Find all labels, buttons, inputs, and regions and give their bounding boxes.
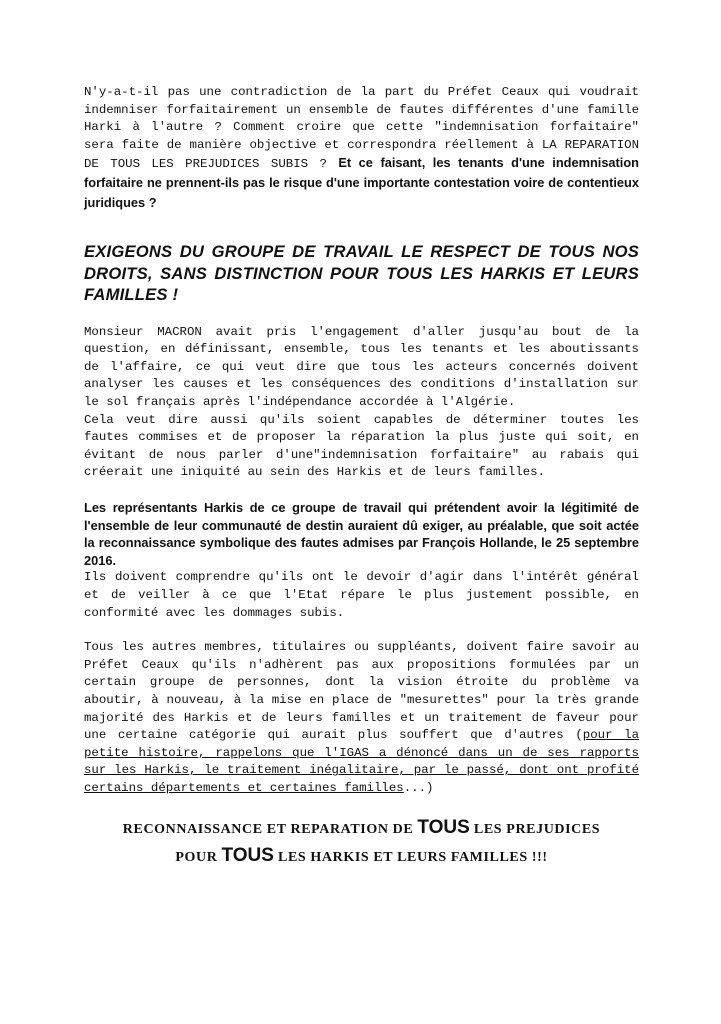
representants-bold-text: Les représentants Harkis de ce groupe de travail qui prétendent avoir la légitimité de l'ensemble de leur communauté de destin auraient dû exiger, au préalable, que soit actée la reconnaissance symbolique des fautes admises par François Hollande, le 25 septembre 2016. xyxy=(84,500,639,568)
closing-line-1: RECONNAISSANCE ET REPARATION DE TOUS LES PREJUDICES xyxy=(122,816,601,838)
document-page xyxy=(84,84,639,871)
paragraph-macron xyxy=(84,324,639,482)
paragraph-membres xyxy=(84,639,639,797)
paren-open: ( xyxy=(575,728,583,743)
closing-line-2: POUR TOUS LES HARKIS ET LEURS FAMILLES !!! xyxy=(175,844,548,866)
representants-text: Ils doivent comprendre qu'ils ont le devoir d'agir dans l'intérêt général et de veiller à ce que l'Etat répare le plus justement possible, en conformité avec les dommages subis. xyxy=(84,570,639,620)
macron-text: Monsieur MACRON avait pris l'engagement d'aller jusqu'au bout de la question, en définissant, ensemble, tous les tenants et les aboutissants de l'affaire, ce qui veut dire que tous les acteurs concernés doivent analyser les causes et les conséquences des conditions d'installation sur le sol français après l'indépendance accordée à l'Algérie. xyxy=(84,324,639,410)
section-heading: EXIGEONS DU GROUPE DE TRAVAIL LE RESPECT DE TOUS NOS DROITS, SANS DISTINCTION POUR TOUS LES HARKIS ET LEURS FAMILLES ! xyxy=(84,242,639,305)
closing-slogan xyxy=(84,815,639,871)
macron-text-2: Cela veut dire aussi qu'ils soient capables de déterminer toutes les fautes commises et de proposer la réparation la plus juste qui soit, en évitant de nous parler d'une"indemnisation forfaitaire" au rabais qui créerait une iniquité au sein des Harkis et de leurs familles. xyxy=(84,412,639,480)
membres-text: Tous les autres membres, titulaires ou suppléants, doivent faire savoir au Préfet Ceaux qu'ils n'adhèrent pas aux propositions formulées par un certain groupe de personnes, dont la vision étroite du problème va aboutir, à nouveau, à la mise en place de "mesurettes" pour la très grande majorité des Harkis et de leurs familles et un traitement de faveur pour une certaine catégorie qui aurait plus souffert que d'autres xyxy=(84,640,639,743)
paren-close: ...) xyxy=(403,780,434,795)
paragraph-question xyxy=(84,84,639,213)
paragraph-representants xyxy=(84,499,639,622)
igas-note: pour la petite histoire, rappelons que l'IGAS a dénoncé dans un de ses rapports sur les Harkis, le traitement inégalitaire, par le passé, dont ont profité certains départements et certaines familles xyxy=(84,728,640,795)
question-text: N'y-a-t-il pas une contradiction de la part du Préfet Ceaux qui voudrait indemniser forfaitairement un ensemble de fautes différentes d'une famille Harki à l'autre ? Comment croire que cette "indemnisation forfaitaire" sera faite de manière objective et correspondra réellement à LA REPARATION DE TOUS LES PREJUDICES SUBIS ? xyxy=(84,85,639,172)
question-bold-text: Et ce faisant, les tenants d'une indemnisation forfaitaire ne prennent-ils pas le risque d'une importante contestation voire de contentieux juridiques ? xyxy=(84,155,640,210)
